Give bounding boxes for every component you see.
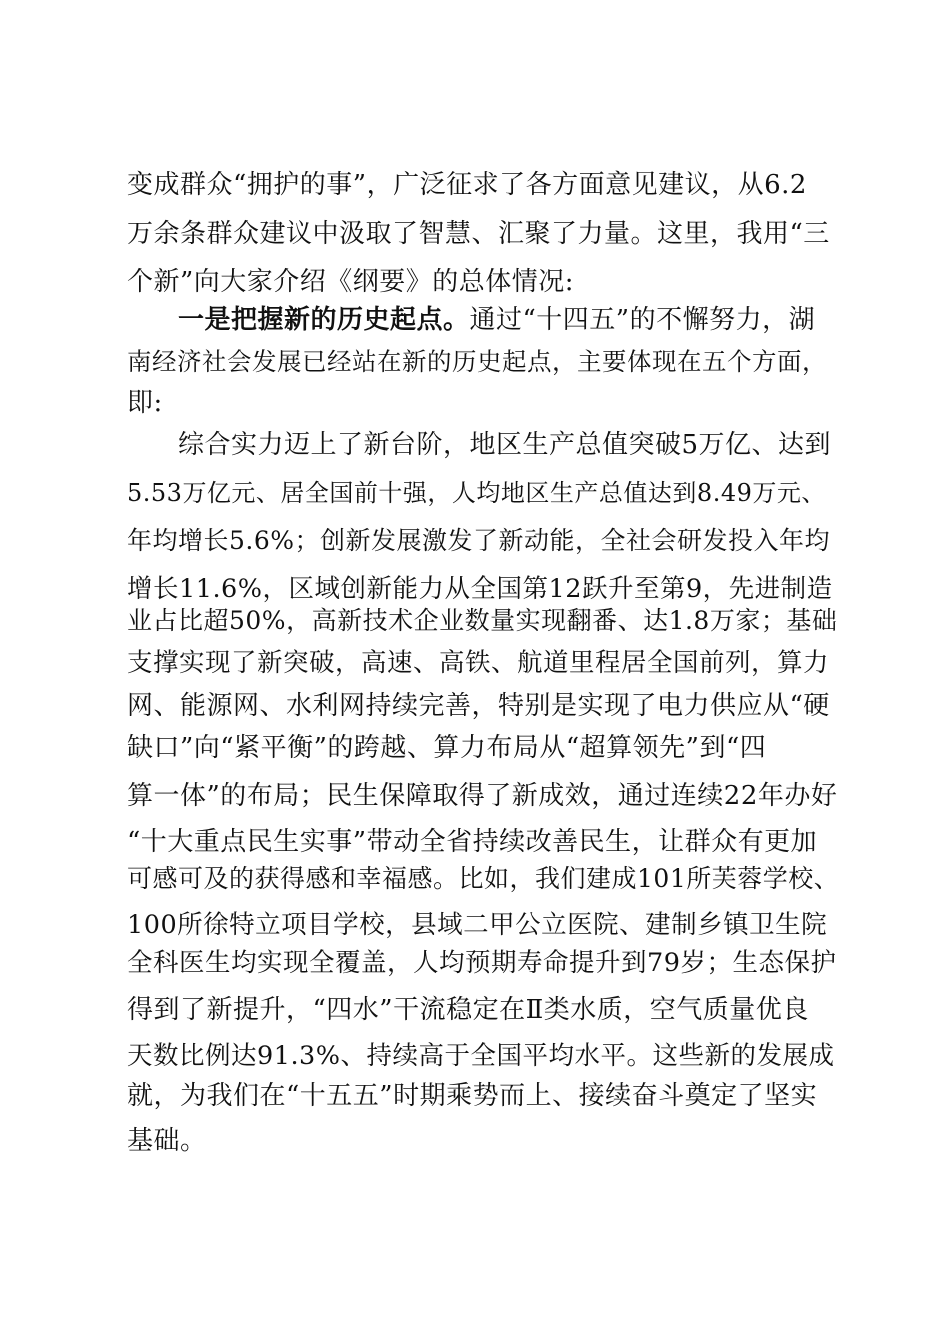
- paragraph-2-line-3: 即:: [127, 388, 163, 418]
- paragraph-2-line-1-text: 通过“十四五”的不懈努力，湖: [469, 305, 816, 335]
- paragraph-3-line-15: 天数比例达91.3%、持续高于全国平均水平。这些新的发展成: [127, 1041, 835, 1071]
- paragraph-3-line-8: 缺口”向“紧平衡”的跨越、算力布局从“超算领先”到“四: [127, 733, 767, 763]
- paragraph-3-line-7: 网、能源网、水利网持续完善，特别是实现了电力供应从“硬: [127, 691, 830, 721]
- paragraph-3-line-16: 就，为我们在“十五五”时期乘势而上、接续奋斗奠定了坚实: [127, 1081, 818, 1111]
- paragraph-3-line-6: 支撑实现了新突破，高速、高铁、航道里程居全国前列，算力: [127, 648, 830, 678]
- paragraph-3-line-4: 增长11.6%，区域创新能力从全国第12跃升至第9，先进制造: [127, 574, 833, 604]
- paragraph-3-line-14: 得到了新提升，“四水”干流稳定在Ⅱ类水质，空气质量优良: [127, 995, 809, 1025]
- paragraph-3-line-5: 业占比超50%，高新技术企业数量实现翻番、达1.8万家；基础: [127, 606, 838, 635]
- paragraph-3-line-17: 基础。: [127, 1126, 207, 1156]
- paragraph-3-line-9: 算一体”的布局；民生保障取得了新成效，通过连续22年办好: [127, 781, 838, 811]
- paragraph-1-line-3: 个新”向大家介绍《纲要》的总体情况:: [127, 267, 575, 297]
- paragraph-3-line-2: 5.53万亿元、居全国前十强，人均地区生产总值达到8.49万元、: [127, 479, 826, 507]
- paragraph-3-line-3: 年均增长5.6%；创新发展激发了新动能，全社会研发投入年均: [127, 526, 831, 555]
- paragraph-2-line-2: 南经济社会发展已经站在新的历史起点，主要体现在五个方面，: [127, 347, 827, 376]
- paragraph-2-line-1: [178, 300, 839, 340]
- paragraph-3-line-11: 可感可及的获得感和幸福感。比如，我们建成101所芙蓉学校、: [127, 864, 839, 893]
- paragraph-3-line-12: 100所徐特立项目学校，县域二甲公立医院、建制乡镇卫生院: [127, 910, 828, 940]
- paragraph-1-line-1: 变成群众“拥护的事”，广泛征求了各方面意见建议，从6.2: [127, 170, 807, 200]
- paragraph-3-line-13: 全科医生均实现全覆盖，人均预期寿命提升到79岁；生态保护: [127, 948, 837, 978]
- paragraph-3-line-1: 综合实力迈上了新台阶，地区生产总值突破5万亿、达到: [178, 430, 832, 460]
- paragraph-3-line-10: “十大重点民生实事”带动全省持续改善民生，让群众有更加: [127, 827, 818, 857]
- section-heading: 一是把握新的历史起点。: [178, 305, 470, 335]
- paragraph-1-line-2: 万余条群众建议中汲取了智慧、汇聚了力量。这里，我用“三: [127, 219, 830, 249]
